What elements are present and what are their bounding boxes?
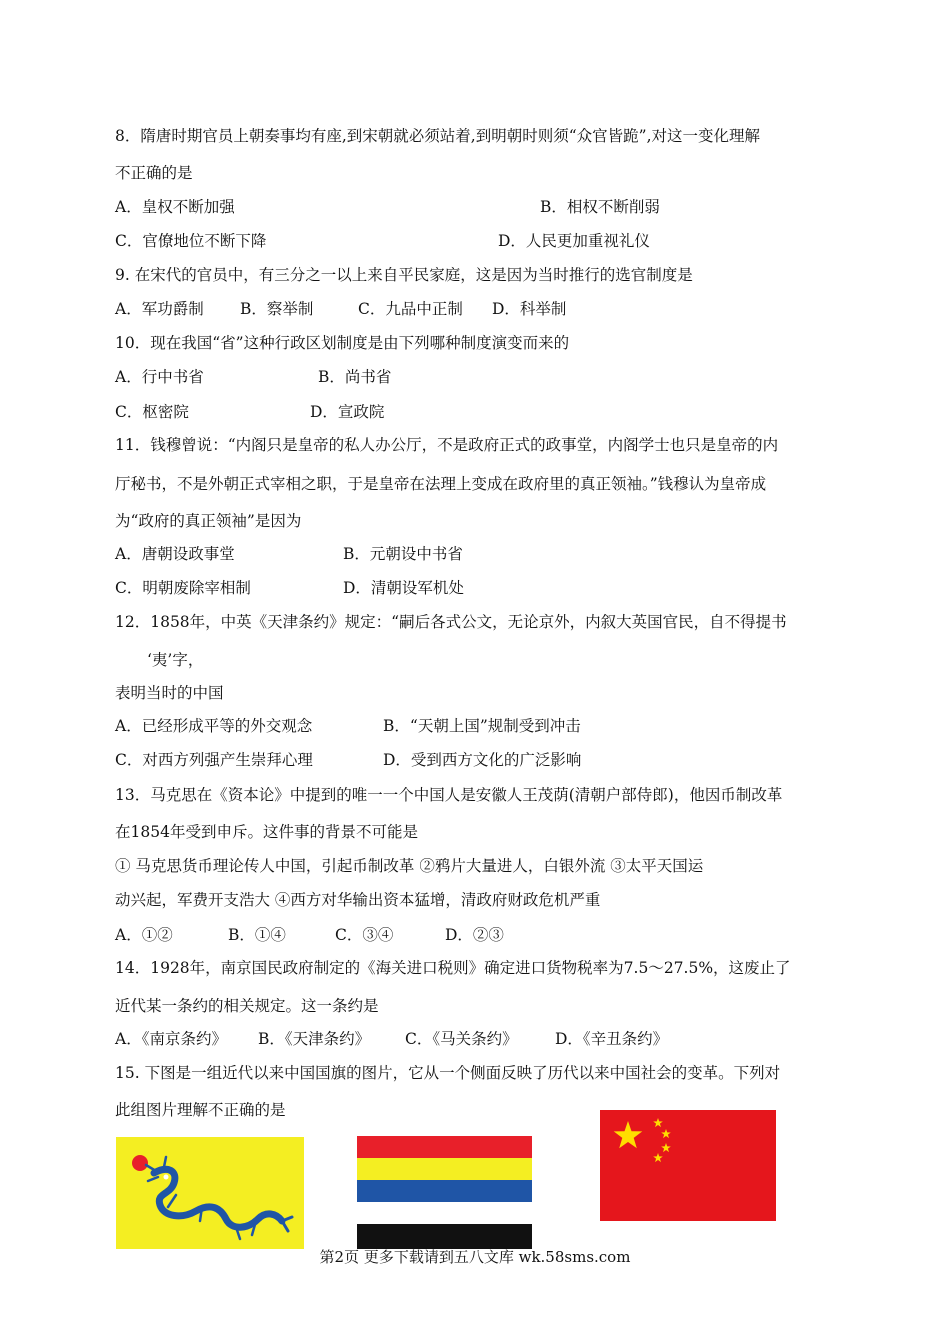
q9-option-a: A．军功爵制 — [115, 300, 204, 318]
q8-option-b: B．相权不断削弱 — [540, 198, 660, 216]
q12-stem-line2: ‘夷’字， — [147, 651, 204, 669]
q13-statements-line2: 动兴起，军费开支浩大 ④西方对华输出资本猛增，清政府财政危机严重 — [115, 891, 601, 909]
dragon-eye-icon — [164, 1175, 169, 1180]
q11-stem-line1: 11．钱穆曾说：“内阁只是皇帝的私人办公厅，不是政府正式的政事堂，内阁学士也只是皇帝的内 — [115, 436, 779, 454]
q12-option-a: A．已经形成平等的外交观念 — [115, 717, 313, 735]
q12-option-b: B．“天朝上国”规制受到冲击 — [383, 717, 581, 735]
q9-option-b: B．察举制 — [240, 300, 314, 318]
five-color-stripe-yellow — [357, 1158, 532, 1180]
five-color-stripe-red — [357, 1136, 532, 1158]
five-color-stripe-blue — [357, 1180, 532, 1202]
q14-option-a: A．《南京条约》 — [115, 1030, 227, 1048]
q13-option-b: B．①④ — [228, 926, 286, 944]
q10-option-c: C．枢密院 — [115, 403, 189, 421]
q10-stem: 10．现在我国“省”这种行政区划制度是由下列哪种制度演变而来的 — [115, 334, 570, 352]
q12-option-d: D．受到西方文化的广泛影响 — [383, 751, 582, 769]
q13-option-d: D．②③ — [445, 926, 504, 944]
q8-option-d: D．人民更加重视礼仪 — [498, 232, 650, 250]
qing-dragon-flag — [116, 1137, 304, 1249]
q8-stem-line1: 8．隋唐时期官员上朝奏事均有座,到宋朝就必须站着,到明朝时则须“众官皆跪”,对这一变化理解 — [115, 127, 760, 145]
q11-option-a: A．唐朝设政事堂 — [115, 545, 235, 563]
q11-option-b: B．元朝设中书省 — [343, 545, 463, 563]
q11-stem-line3: 为“政府的真正领袖”是因为 — [115, 512, 302, 530]
q11-option-d: D．清朝设军机处 — [343, 579, 464, 597]
q13-statements-line1: ① 马克思货币理论传人中国，引起币制改革 ②鸦片大量进人，白银外流 ③太平天国运 — [115, 857, 704, 875]
q12-stem-line1: 12．1858年，中英《天津条约》规定：“嗣后各式公文，无论京外，内叙大英国官民，自不得提书 — [115, 613, 787, 631]
page-footer: 第2页 更多下载请到五八文库 wk.58sms.com — [319, 1248, 631, 1266]
q12-option-c: C．对西方列强产生崇拜心理 — [115, 751, 313, 769]
q13-stem-line1: 13．马克思在《资本论》中提到的唯一一个中国人是安徽人王茂荫(清朝户部侍郎)，他因币制改革 — [115, 786, 783, 804]
q14-option-d: D．《辛丑条约》 — [555, 1030, 669, 1048]
q8-stem-line2: 不正确的是 — [115, 164, 193, 182]
five-color-flag — [357, 1136, 532, 1249]
q15-stem-line1: 15. 下图是一组近代以来中国国旗的图片，它从一个侧面反映了历代以来中国社会的变革。下列对 — [115, 1064, 781, 1082]
q10-option-b: B．尚书省 — [318, 368, 392, 386]
q10-option-d: D．宣政院 — [310, 403, 385, 421]
q8-option-c: C．官僚地位不断下降 — [115, 232, 267, 250]
q11-stem-line2: 厅秘书，不是外朝正式宰相之职，于是皇帝在法理上变成在政府里的真正领袖。”钱穆认为皇帝成 — [115, 475, 767, 493]
qing-flag-field — [116, 1137, 304, 1249]
q14-option-c: C．《马关条约》 — [405, 1030, 518, 1048]
q13-stem-line2: 在1854年受到申斥。这件事的背景不可能是 — [115, 823, 418, 841]
q9-stem: 9. 在宋代的官员中，有三分之一以上来自平民家庭，这是因为当时推行的选官制度是 — [115, 266, 693, 284]
five-color-stripe-white — [357, 1202, 532, 1224]
q9-option-c: C．九品中正制 — [358, 300, 463, 318]
q14-stem-line1: 14．1928年，南京国民政府制定的《海关进口税则》确定进口货物税率为7.5～27.5%，这废止了 — [115, 959, 791, 977]
q15-stem-line2: 此组图片理解不正确的是 — [115, 1101, 286, 1119]
q12-stem-line3: 表明当时的中国 — [115, 684, 224, 702]
q8-option-a: A．皇权不断加强 — [115, 198, 235, 216]
q13-option-a: A．①② — [115, 926, 173, 944]
q14-stem-line2: 近代某一条约的相关规定。这一条约是 — [115, 997, 379, 1015]
q14-option-b: B．《天津条约》 — [258, 1030, 371, 1048]
qing-flag-sun — [132, 1155, 148, 1171]
q9-option-d: D．科举制 — [492, 300, 567, 318]
prc-flag — [600, 1110, 776, 1221]
q11-option-c: C．明朝废除宰相制 — [115, 579, 251, 597]
q10-option-a: A．行中书省 — [115, 368, 204, 386]
q13-option-c: C．③④ — [335, 926, 394, 944]
